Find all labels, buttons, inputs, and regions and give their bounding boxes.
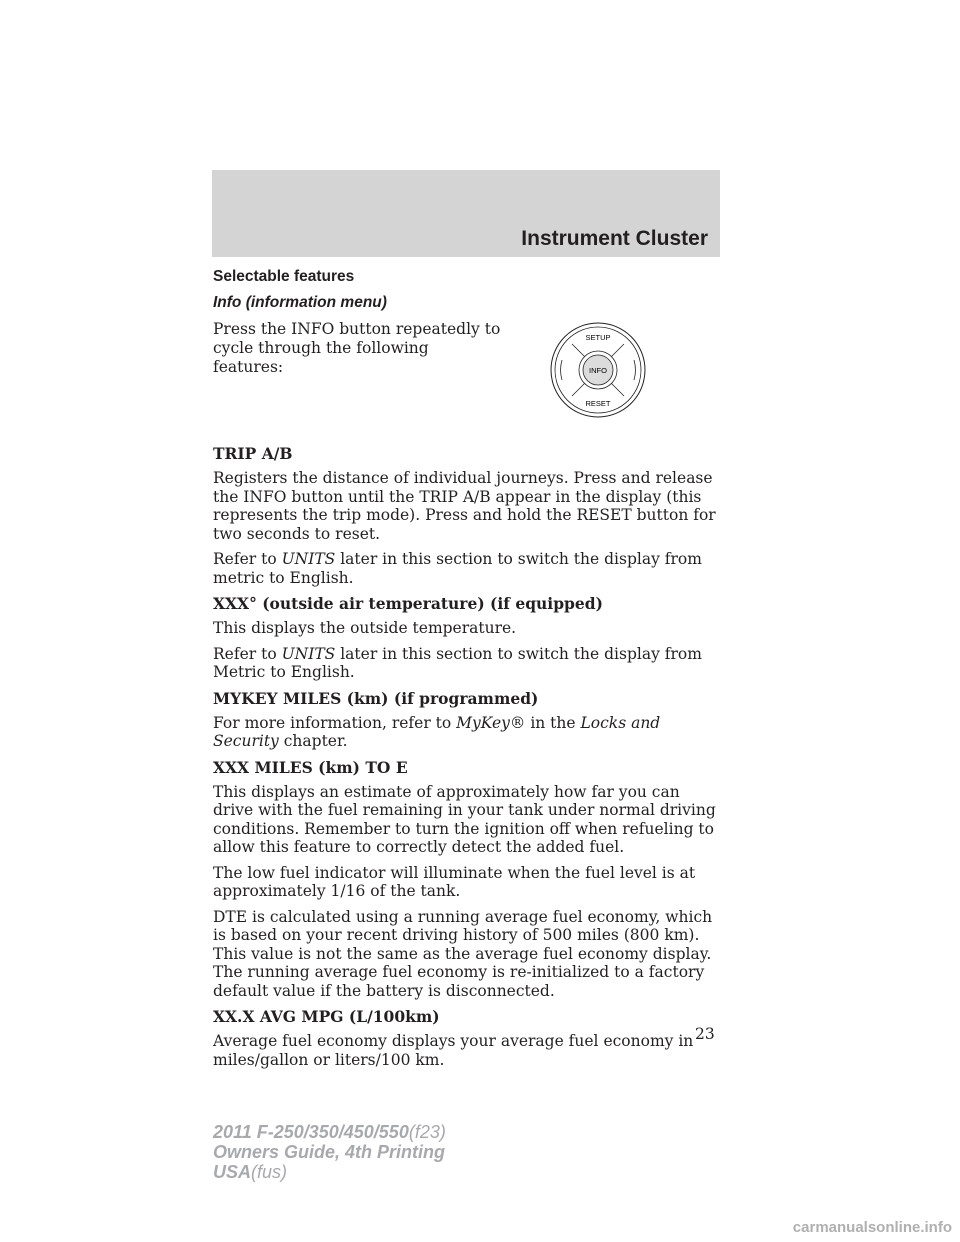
page-content [213,268,721,1076]
intro-text: Press the INFO button repeatedly to cycle through the following features: [213,320,501,376]
chapter-title: Instrument Cluster [521,227,708,250]
dial-setup-label: SETUP [585,333,611,342]
dial-reset-label: RESET [585,399,611,408]
mykey-text-1: For more information, refer to [213,713,457,732]
low-fuel-note: The low fuel indicator will illuminate when the fuel level is at approximately 1/16 of the tank. [213,863,696,900]
footer-line-2: Owners Guide, 4th Printing [213,1142,446,1162]
page-number: 23 [695,1025,715,1043]
temp-heading: XXX° (outside air temperature) (if equipped) [213,594,603,613]
trip-units-ref: UNITS [281,550,336,568]
avg-mpg-heading: XX.X AVG MPG (L/100km) [213,1007,440,1026]
section-subtitle: Info (information menu) [213,294,387,311]
mykey-ref: MyKey® [456,713,526,732]
mykey-heading: MYKEY MILES (km) (if programmed) [213,688,539,708]
temp-description: This displays the outside temperature. [213,619,517,637]
intro-row [213,320,721,444]
watermark: carmanualsonline.info [792,1219,952,1236]
temp-units-ref: UNITS [281,644,336,663]
dte-heading: XXX MILES (km) TO E [213,757,408,777]
temp-units-text-1: Refer to [213,644,282,663]
section-title: Selectable features [213,268,355,285]
footer-model-code: (f23) [408,1122,446,1142]
document-footer [213,1122,446,1182]
footer-line-1 [213,1122,446,1142]
footer-market: USA [213,1162,252,1182]
mykey-text-2: in the [525,713,581,732]
footer-line-3 [213,1162,446,1182]
trip-description: Registers the distance of individual journeys. Press and release the INFO button until the TRIP A/B appear in the display (this represents the trip mode). Press and hold the RESET button for two seconds to reset. [213,469,716,543]
mykey-note [213,714,721,751]
footer-market-code: (fus) [251,1162,288,1182]
trip-units-note [213,550,721,587]
trip-heading: TRIP A/B [213,444,293,463]
avg-mpg-description: Average fuel economy displays your average fuel economy in miles/gallon or liters/100 km. [213,1032,694,1069]
info-control-dial-icon [548,320,648,420]
trip-units-text-2: later in this section to switch the display from metric to English. [213,550,702,587]
locks-security-ref: Locks and Security [213,713,661,750]
dial-info-label: INFO [589,366,607,375]
trip-units-text-1: Refer to [213,550,282,568]
dte-description: This displays an estimate of approximately how far you can drive with the fuel remaining in your tank under normal driving conditions. Remember to turn the ignition off when refueling to allow this feature to correctly detect the added fuel. [213,782,716,856]
temp-units-text-2: later in this section to switch the display from Metric to English. [213,644,702,681]
chapter-header [212,170,720,257]
dte-calculation-note: DTE is calculated using a running average fuel economy, which is based on your recent driving history of 500 miles (800 km). This value is not the same as the average fuel economy display. The running average fuel economy is re-initialized to a factory default value if the battery is disconnected. [213,907,713,1000]
mykey-text-3: chapter. [278,732,348,750]
temp-units-note [213,645,721,682]
footer-model: 2011 F-250/350/450/550 [213,1122,409,1142]
